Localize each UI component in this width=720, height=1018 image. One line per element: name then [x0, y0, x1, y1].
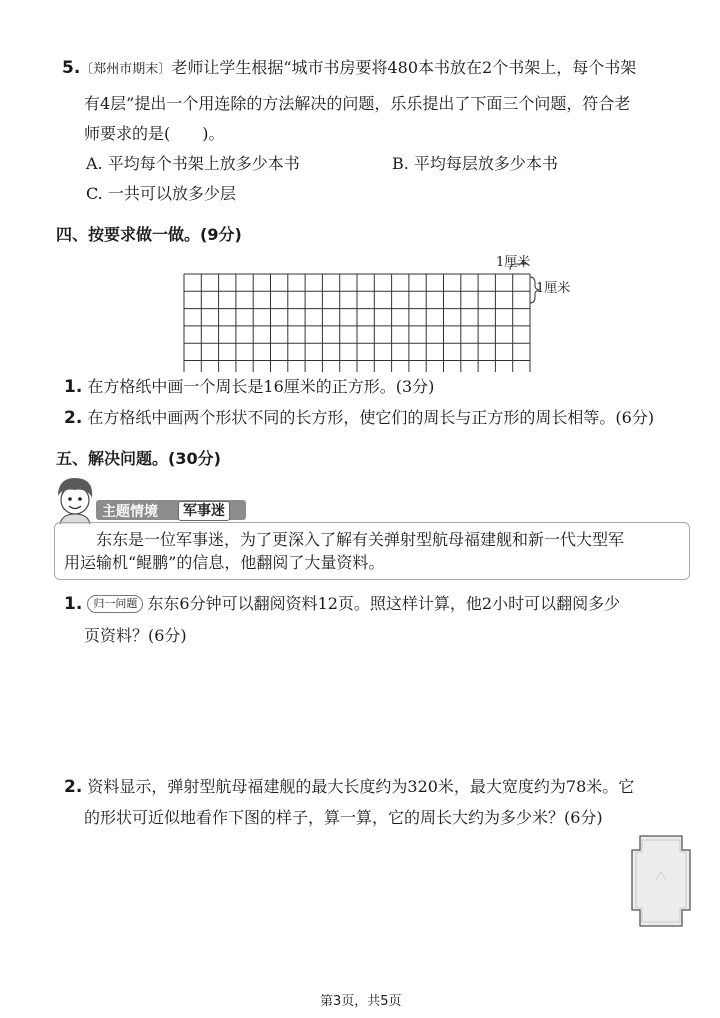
p1-tag: 归一问题: [87, 595, 143, 613]
theme-topic: 军事迷: [178, 501, 230, 521]
q5-line1: [62, 58, 636, 80]
q5-option-a[interactable]: A. 平均每个书架上放多少本书: [86, 154, 300, 173]
boy-avatar-icon: [52, 476, 98, 524]
q5-line3: 师要求的是( )。: [84, 124, 225, 143]
grid-lines: [184, 274, 530, 372]
grid-paper[interactable]: [180, 262, 580, 372]
q5-option-c[interactable]: C. 一共可以放多少层: [86, 184, 236, 203]
p1-text-1: 东东6分钟可以翻阅资料12页。照这样计算，他2小时可以翻阅多少: [147, 594, 621, 613]
unit-label-side: 1厘米: [536, 281, 571, 296]
s4-q1-number: 1.: [64, 377, 83, 397]
section-4-title: 四、按要求做一做。(9分): [56, 225, 242, 244]
p2-line1: [64, 777, 634, 797]
p2-line2: 的形状可近似地看作下图的样子，算一算，它的周长大约为多少米？(6分): [84, 808, 603, 827]
p1-number: 1.: [64, 594, 83, 614]
theme-label: 主题情境: [102, 504, 158, 520]
q5-source: 〔郑州市期末〕: [80, 62, 172, 77]
story-line-2: 用运输机“鲲鹏”的信息，他翻阅了大量资料。: [64, 553, 385, 572]
q5-text-1: 老师让学生根据“城市书房要将480本书放在2个书架上，每个书架: [171, 58, 637, 77]
unit-label-top: 1厘米: [496, 255, 531, 270]
brace-top-icon: [510, 262, 528, 270]
s4-q2-number: 2.: [64, 408, 83, 428]
carrier-shape-icon: [630, 834, 692, 928]
page-footer: 第3页，共5页: [320, 994, 402, 1009]
section-5-title: 五、解决问题。(30分): [56, 449, 221, 468]
theme-banner: [96, 500, 246, 520]
p2-number: 2.: [64, 777, 83, 797]
q5-line2: 有4层”提出一个用连除的方法解决的问题，乐乐提出了下面三个问题，符合老: [84, 94, 631, 113]
s4-q2: [64, 408, 654, 428]
s4-q2-text: 在方格纸中画两个形状不同的长方形，使它们的周长与正方形的周长相等。(6分): [87, 408, 655, 427]
q5-number: 5.: [62, 58, 81, 78]
s4-q1: [64, 377, 434, 397]
s4-q1-text: 在方格纸中画一个周长是16厘米的正方形。(3分): [87, 377, 435, 396]
p1-line1: [64, 594, 620, 614]
story-line-1: 东东是一位军事迷，为了更深入了解有关弹射型航母福建舰和新一代大型军: [96, 530, 625, 549]
q5-option-b[interactable]: B. 平均每层放多少本书: [392, 154, 558, 173]
p2-text-1: 资料显示，弹射型航母福建舰的最大长度约为320米，最大宽度约为78米。它: [87, 777, 635, 796]
p1-line2: 页资料？(6分): [84, 626, 187, 645]
